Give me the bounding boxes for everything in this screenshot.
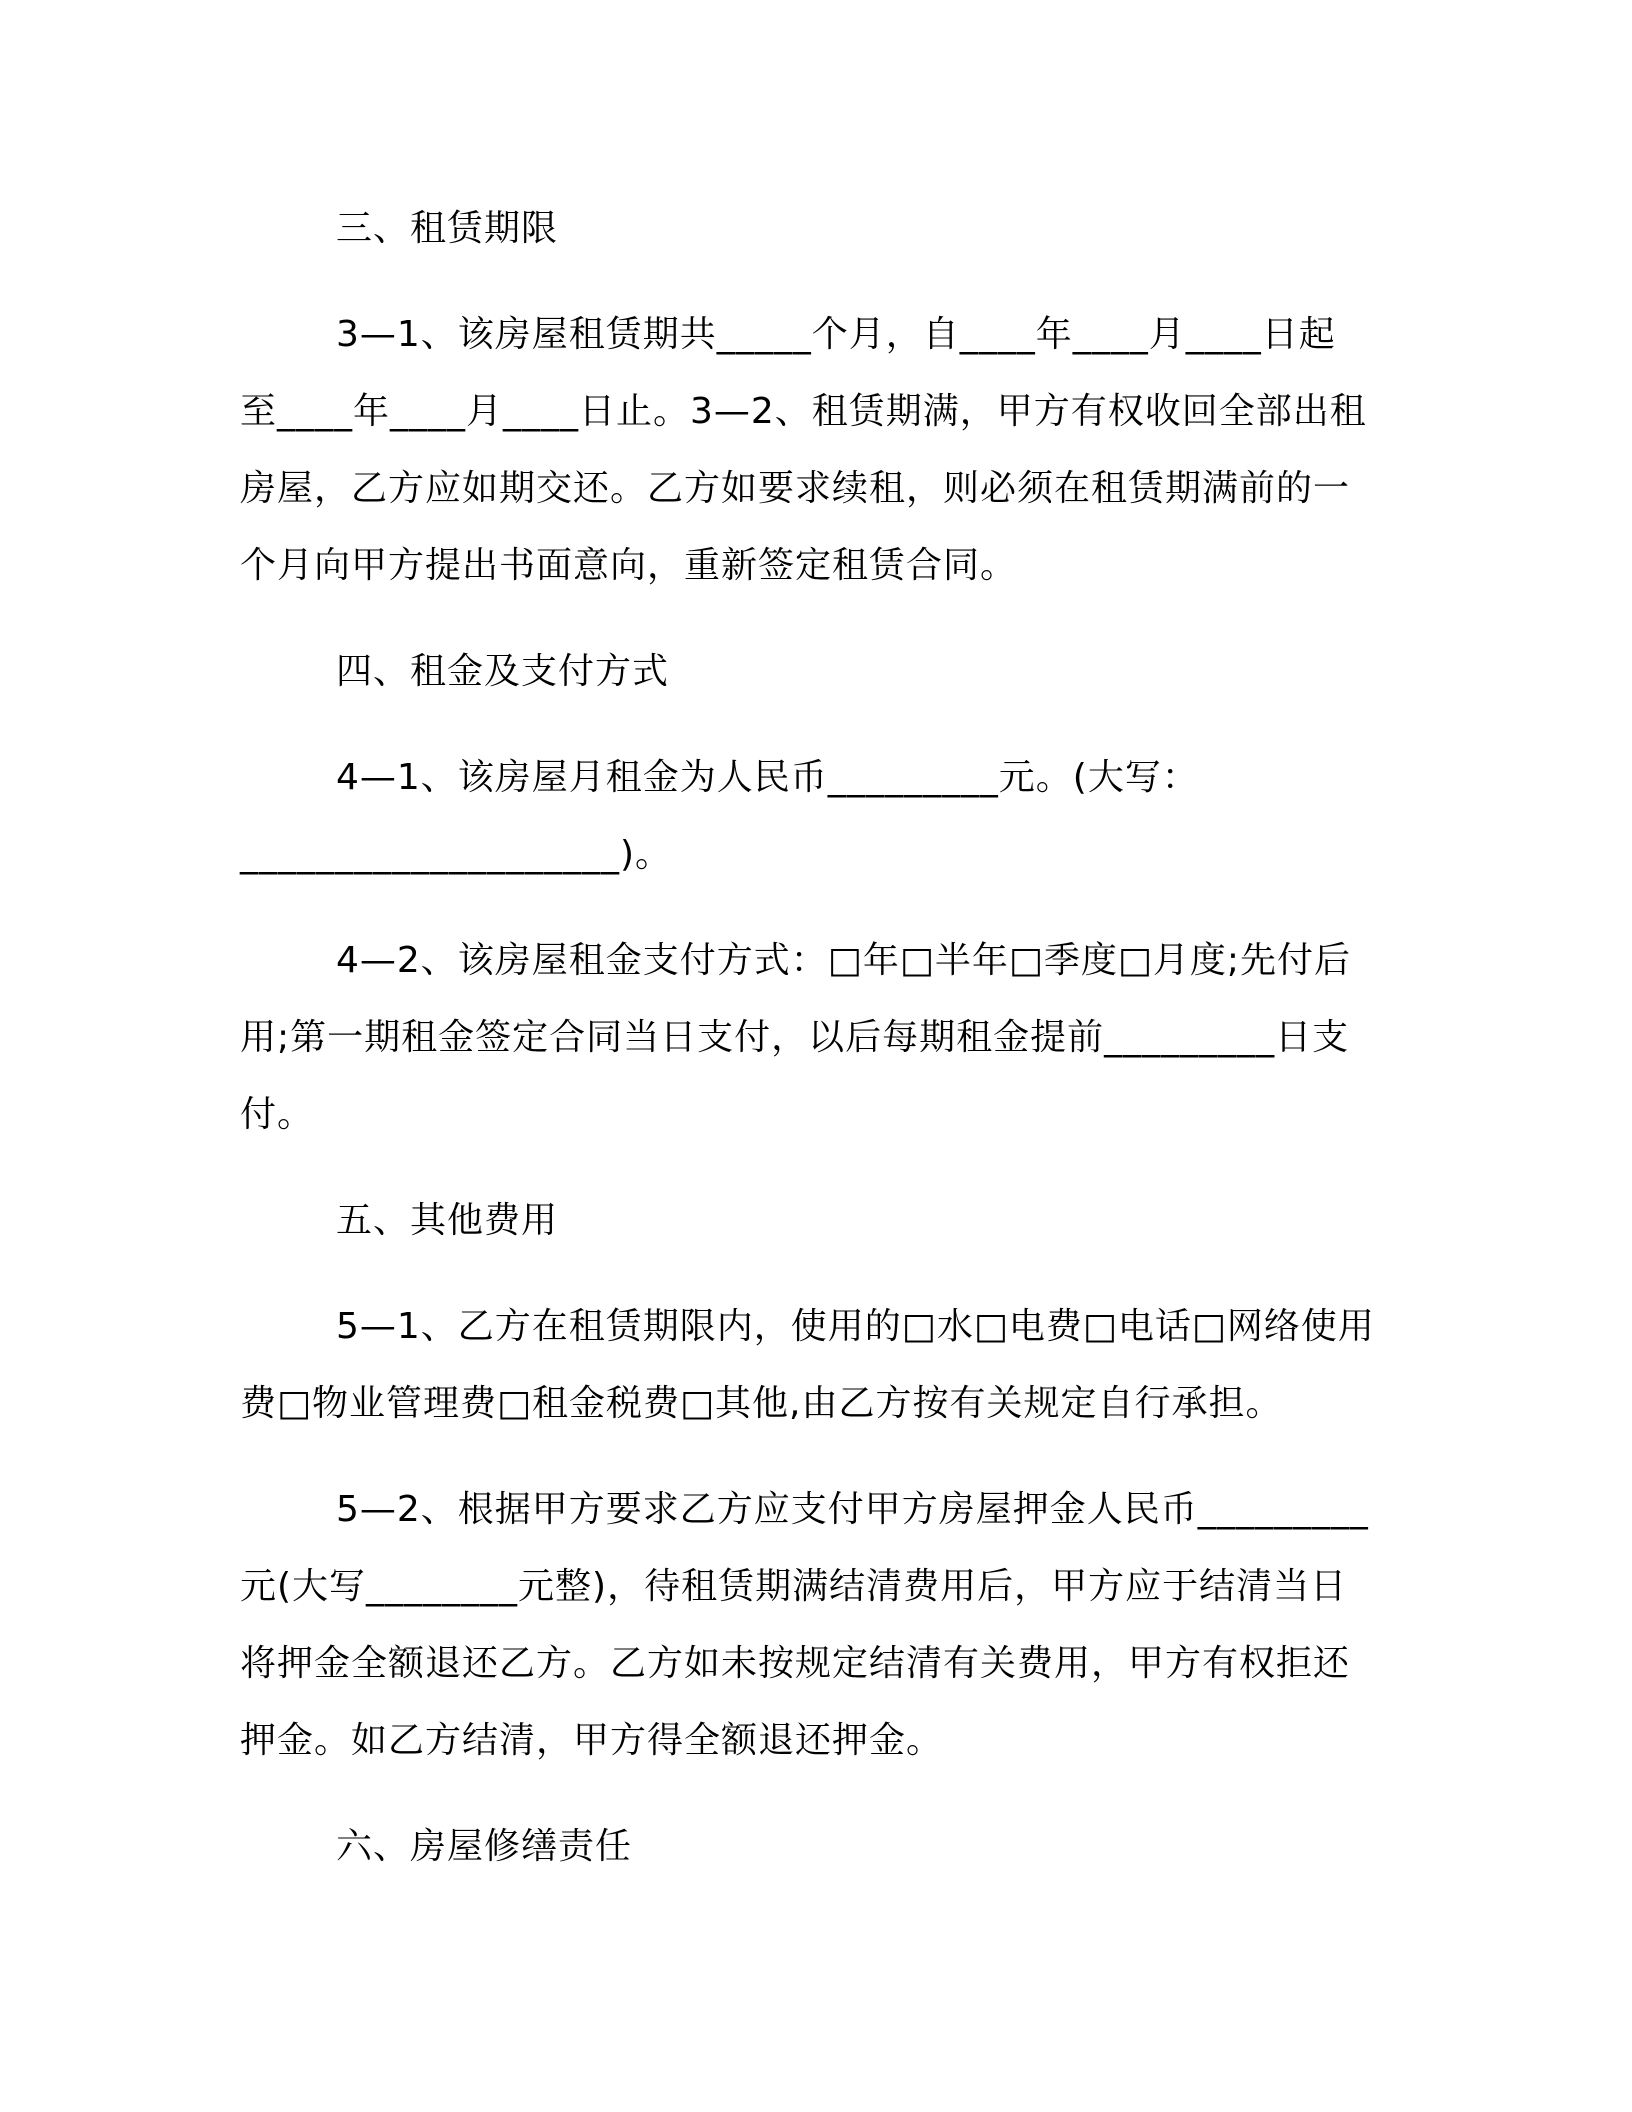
text-line: 3—1、该房屋租赁期共_____个月，自____年____月____日起 [336, 314, 1336, 355]
text-line: 元(大写________元整)，待租赁期满结清费用后，甲方应于结清当日 [240, 1566, 1348, 1607]
text-line: 押金。如乙方结清，甲方得全额退还押金。 [240, 1720, 944, 1761]
document-body [240, 190, 1390, 1914]
text-line: 5—2、根据甲方要求乙方应支付甲方房屋押金人民币_________ [336, 1489, 1369, 1530]
text-line: 至____年____月____日止。3—2、租赁期满，甲方有权收回全部出租 [240, 391, 1367, 432]
paragraph-4-1 [240, 739, 1390, 893]
text-line: 5—1、乙方在租赁期限内，使用的□水□电费□电话□网络使用 [336, 1306, 1375, 1347]
paragraph-4-2 [240, 922, 1390, 1153]
paragraph-3-1 [240, 296, 1390, 604]
text-line: 4—1、该房屋月租金为人民币_________元。(大写： [336, 757, 1199, 798]
text-line: 4—2、该房屋租金支付方式：□年□半年□季度□月度;先付后 [336, 940, 1351, 981]
paragraph-5-1 [240, 1288, 1390, 1442]
text-line: 个月向甲方提出书面意向，重新签定租赁合同。 [240, 545, 1018, 586]
paragraph-5-2 [240, 1471, 1390, 1779]
section-heading-lease-term: 三、租赁期限 [336, 208, 559, 249]
text-line: ____________________)。 [240, 834, 673, 875]
text-line: 房屋，乙方应如期交还。乙方如要求续租，则必须在租赁期满前的一 [240, 468, 1351, 509]
text-line: 用;第一期租金签定合同当日支付，以后每期租金提前_________日支 [240, 1017, 1350, 1058]
text-line: 将押金全额退还乙方。乙方如未按规定结清有关费用，甲方有权拒还 [240, 1643, 1351, 1684]
section-heading-repair-responsibility: 六、房屋修缮责任 [336, 1826, 633, 1867]
section-heading-other-fees: 五、其他费用 [336, 1200, 559, 1241]
text-line: 付。 [240, 1094, 315, 1135]
section-heading-rent-payment: 四、租金及支付方式 [336, 651, 670, 692]
text-line: 费□物业管理费□租金税费□其他,由乙方按有关规定自行承担。 [240, 1383, 1283, 1424]
